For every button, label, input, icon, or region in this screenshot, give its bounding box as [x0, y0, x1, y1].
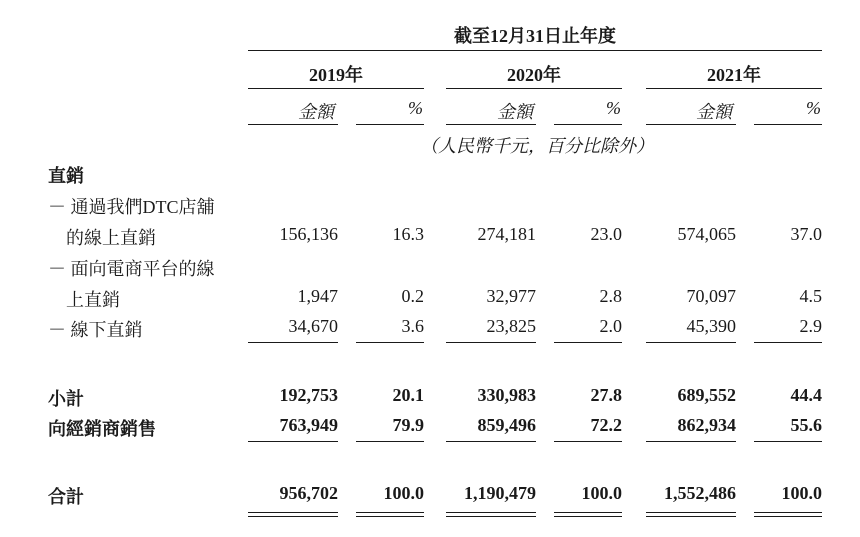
- total-label: 合計: [48, 487, 84, 507]
- year-2021-header: 2021年: [707, 65, 761, 85]
- subtotal-percent-2021: 44.4: [790, 385, 822, 405]
- distributors-percent-2019: 79.9: [392, 415, 424, 435]
- distributors-percent-2020: 72.2: [590, 415, 622, 435]
- offline-rule-5: [646, 342, 736, 343]
- offline-rule-6: [754, 342, 822, 343]
- ecom-label-line2: 上直銷: [66, 290, 120, 310]
- dtc-amount-2021: 574,065: [677, 224, 736, 244]
- offline-percent-2020: 2.0: [599, 316, 622, 336]
- dtc-percent-2020: 23.0: [590, 224, 622, 244]
- sub-rule-3: [446, 124, 536, 125]
- subtotal-label: 小計: [48, 389, 84, 409]
- subtotal-percent-2020: 27.8: [590, 385, 622, 405]
- period-header: 截至12月31日止年度: [454, 26, 616, 46]
- sub-rule-5: [646, 124, 736, 125]
- dtc-label-line1: － 通過我們DTC店舖: [48, 197, 215, 217]
- ecom-amount-2021: 70,097: [686, 286, 736, 306]
- total-percent-2019: 100.0: [383, 483, 424, 503]
- sub-rule-6: [754, 124, 822, 125]
- year-2020-rule: [446, 88, 622, 89]
- sub-rule-1: [248, 124, 338, 125]
- total-double-rule-4: [554, 512, 622, 517]
- ecom-percent-2021: 4.5: [799, 286, 822, 306]
- dtc-label-line2: 的線上直銷: [66, 228, 156, 248]
- ecom-amount-2020: 32,977: [486, 286, 536, 306]
- percent-label-2020: %: [606, 98, 621, 118]
- sub-rule-2: [356, 124, 424, 125]
- unit-note: （人民幣千元，百分比除外）: [420, 136, 654, 156]
- amount-label-2021: 金額: [696, 102, 732, 122]
- offline-rule-3: [446, 342, 536, 343]
- offline-rule-4: [554, 342, 622, 343]
- subtotal-amount-2019: 192,753: [279, 385, 338, 405]
- distributors-label: 向經銷商銷售: [48, 419, 156, 439]
- distributors-rule-4: [554, 441, 622, 442]
- offline-amount-2020: 23,825: [486, 316, 536, 336]
- dtc-percent-2019: 16.3: [392, 224, 424, 244]
- ecom-percent-2020: 2.8: [599, 286, 622, 306]
- total-double-rule-5: [646, 512, 736, 517]
- distributors-rule-6: [754, 441, 822, 442]
- dtc-amount-2020: 274,181: [477, 224, 536, 244]
- total-double-rule-1: [248, 512, 338, 517]
- year-2021-rule: [646, 88, 822, 89]
- year-2019-header: 2019年: [309, 65, 363, 85]
- total-amount-2021: 1,552,486: [664, 483, 736, 503]
- percent-label-2019: %: [408, 98, 423, 118]
- ecom-percent-2019: 0.2: [401, 286, 424, 306]
- total-double-rule-3: [446, 512, 536, 517]
- year-2019-rule: [248, 88, 424, 89]
- distributors-amount-2020: 859,496: [477, 415, 536, 435]
- total-percent-2020: 100.0: [581, 483, 622, 503]
- subtotal-percent-2019: 20.1: [392, 385, 424, 405]
- distributors-rule-3: [446, 441, 536, 442]
- distributors-percent-2021: 55.6: [790, 415, 822, 435]
- subtotal-amount-2021: 689,552: [677, 385, 736, 405]
- distributors-rule-1: [248, 441, 338, 442]
- year-2020-header: 2020年: [507, 65, 561, 85]
- total-percent-2021: 100.0: [781, 483, 822, 503]
- ecom-label-line1: － 面向電商平台的線: [48, 259, 215, 279]
- offline-percent-2019: 3.6: [401, 316, 424, 336]
- period-header-rule: [248, 50, 822, 51]
- total-double-rule-6: [754, 512, 822, 517]
- ecom-amount-2019: 1,947: [297, 286, 338, 306]
- distributors-rule-5: [646, 441, 736, 442]
- dtc-amount-2019: 156,136: [279, 224, 338, 244]
- distributors-amount-2021: 862,934: [677, 415, 736, 435]
- offline-amount-2019: 34,670: [288, 316, 338, 336]
- offline-rule-2: [356, 342, 424, 343]
- direct-sales-heading: 直銷: [48, 166, 84, 186]
- offline-rule-1: [248, 342, 338, 343]
- total-double-rule-2: [356, 512, 424, 517]
- distributors-rule-2: [356, 441, 424, 442]
- subtotal-amount-2020: 330,983: [477, 385, 536, 405]
- offline-amount-2021: 45,390: [686, 316, 736, 336]
- distributors-amount-2019: 763,949: [279, 415, 338, 435]
- dtc-percent-2021: 37.0: [790, 224, 822, 244]
- percent-label-2021: %: [806, 98, 821, 118]
- total-amount-2019: 956,702: [279, 483, 338, 503]
- amount-label-2019: 金額: [298, 102, 334, 122]
- amount-label-2020: 金額: [497, 102, 533, 122]
- offline-label: － 線下直銷: [48, 320, 143, 340]
- sub-rule-4: [554, 124, 622, 125]
- offline-percent-2021: 2.9: [799, 316, 822, 336]
- total-amount-2020: 1,190,479: [464, 483, 536, 503]
